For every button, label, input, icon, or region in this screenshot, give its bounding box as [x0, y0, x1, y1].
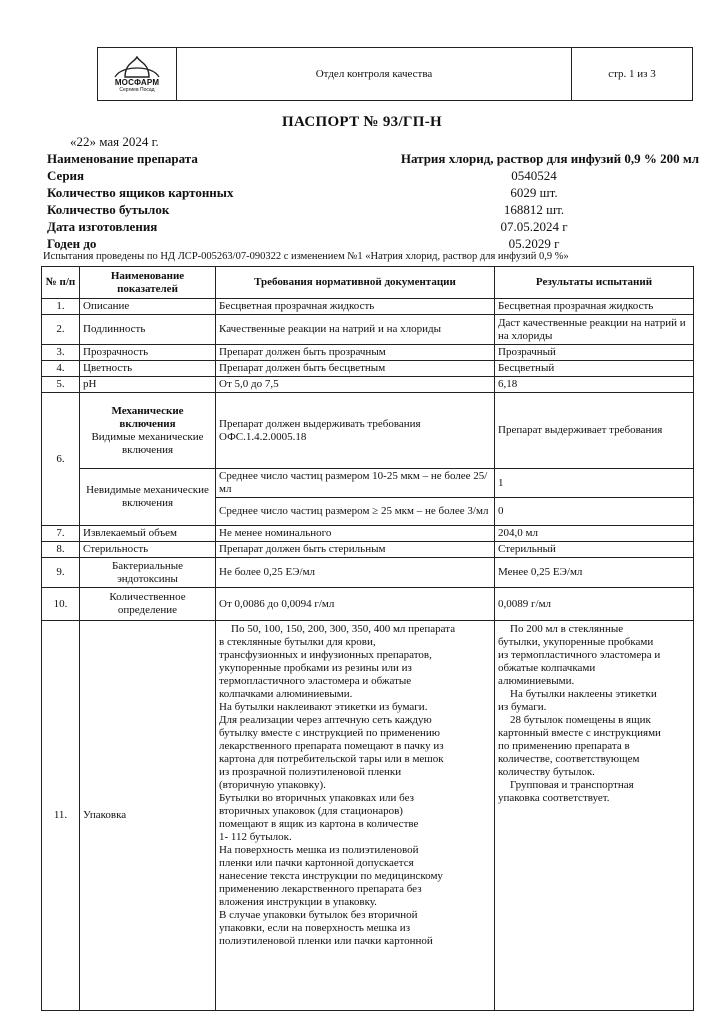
document-title: ПАСПОРТ № 93/ГП-Н	[282, 114, 442, 130]
row-number: 9.	[42, 558, 80, 588]
result: Бесцветная прозрачная жидкость	[495, 299, 694, 315]
requirement: Среднее число частиц размером ≥ 25 мкм – не более 3/мл	[216, 498, 495, 526]
info-row	[47, 184, 697, 201]
packaging-result-line: обжатые колпачками	[498, 662, 596, 674]
packaging-requirement-line: 1- 112 бутылок.	[219, 831, 292, 843]
row-number: 1.	[42, 299, 80, 315]
packaging-result-line: По 200 мл в стеклянные	[510, 623, 624, 635]
table-row	[42, 393, 694, 469]
row-number: 7.	[42, 526, 80, 542]
requirement: Препарат должен выдерживать требования ОФС.1.4.2.0005.18	[216, 393, 495, 469]
indicator-name: Цветность	[80, 361, 216, 377]
indicator-subname: Невидимые механические включения	[80, 469, 216, 526]
requirement: Качественные реакции на натрий и на хлориды	[216, 315, 495, 345]
packaging-result-line: по применению препарата в	[498, 740, 630, 752]
info-label: Количество ящиков картонных	[47, 185, 234, 200]
table-row	[42, 469, 694, 498]
results-table	[41, 266, 694, 1011]
row-number: 4.	[42, 361, 80, 377]
table-row	[42, 377, 694, 393]
packaging-requirement-line: На бутылки наклеивают этикетки из бумаги.	[219, 701, 428, 713]
table-row	[42, 588, 694, 621]
packaging-requirement-line: трансфузионных и инфузионных препаратов,	[219, 649, 432, 661]
table-row	[42, 542, 694, 558]
packaging-requirement-line: На поверхность мешка из полиэтиленовой	[219, 844, 419, 856]
packaging-requirement-line: пленки или пачки картонной допускается	[219, 857, 414, 869]
indicator-name	[80, 393, 216, 469]
indicator-name: Извлекаемый объем	[80, 526, 216, 542]
packaging-requirement-line: полиэтиленовой пленки или пачки картонной	[219, 935, 433, 947]
packaging-requirement-line: картона для потребительской тары или в мешок	[219, 753, 444, 765]
packaging-requirement-line: помещают в ящик из картона в количестве	[219, 818, 419, 830]
row-number: 11.	[42, 621, 80, 1011]
packaging-requirement-line: вложения инструкции в упаковку.	[219, 896, 377, 908]
packaging-result-line: 28 бутылок помещены в ящик	[510, 714, 651, 726]
packaging-result-line: количестве, соответствующем	[498, 753, 640, 765]
company-logo	[98, 56, 176, 93]
indicator-name: Подлинность	[80, 315, 216, 345]
column-header: Требования нормативной документации	[216, 267, 495, 299]
packaging-requirement-line: применению лекарственного препарата без	[219, 883, 422, 895]
info-value: 168812 шт.	[503, 202, 565, 217]
packaging-result-line: картонный вместе с инструкциями	[498, 727, 661, 739]
info-value: 07.05.2024 г	[500, 219, 568, 234]
table-row	[42, 621, 694, 1011]
packaging-requirement-line: Для реализации через аптечную сеть каждую	[219, 714, 432, 726]
result: Прозрачный	[495, 345, 694, 361]
requirement: Бесцветная прозрачная жидкость	[216, 299, 495, 315]
packaging-result-line: из бумаги.	[498, 701, 547, 713]
indicator-name: Бактериальные эндотоксины	[80, 558, 216, 588]
requirement: Не более 0,25 ЕЭ/мл	[216, 558, 495, 588]
packaging-requirement-line: лекарственного препарата помещают в пачку из	[219, 740, 444, 752]
row-number: 6.	[42, 393, 80, 526]
requirement: От 5,0 до 7,5	[216, 377, 495, 393]
result: 6,18	[495, 377, 694, 393]
info-value: 0540524	[511, 168, 557, 183]
indicator-subname: Видимые механические включения	[91, 430, 204, 456]
table-header-row	[42, 267, 694, 299]
requirement: От 0,0086 до 0,0094 г/мл	[216, 588, 495, 621]
packaging-requirement-line: нанесение текста инструкции по медицинскому	[219, 870, 443, 882]
packaging-result-line: упаковка соответствует.	[498, 792, 610, 804]
column-header: № п/п	[42, 267, 80, 299]
row-number: 3.	[42, 345, 80, 361]
page-header	[97, 47, 693, 101]
packaging-requirement-line: в стеклянные бутылки для крови,	[219, 636, 376, 648]
packaging-result-line: Групповая и транспортная	[510, 779, 634, 791]
logo-subtitle: Сергиев Посад	[119, 86, 155, 93]
packaging-requirement-line: бутылку вместе с инструкцией по применению	[219, 727, 440, 739]
result: 204,0 мл	[495, 526, 694, 542]
result: 0	[495, 498, 694, 526]
packaging-requirement-line: из прозрачной полиэтиленовой пленки	[219, 766, 402, 778]
indicator-name: Описание	[80, 299, 216, 315]
result: Стерильный	[495, 542, 694, 558]
requirement: Среднее число частиц размером 10-25 мкм – не более 25/мл	[216, 469, 495, 498]
info-label: Наименование препарата	[47, 151, 198, 166]
logo-name: МОСФАРМ	[114, 77, 160, 87]
info-value: Натрия хлорид, раствор для инфузий 0,9 % 200 мл	[400, 151, 699, 166]
packaging-requirement	[216, 621, 495, 1011]
packaging-requirement-line: укупоренные пробками из резины или из	[219, 662, 412, 674]
result: Даст качественные реакции на натрий и на хлориды	[495, 315, 694, 345]
indicator-group-title: Механические включения	[111, 404, 184, 430]
page-number: стр. 1 из 3	[572, 48, 693, 101]
row-number: 8.	[42, 542, 80, 558]
packaging-requirement-line: В случае упаковки бутылок без вторичной	[219, 909, 418, 921]
indicator-name: Количественное определение	[80, 588, 216, 621]
requirement: Препарат должен быть прозрачным	[216, 345, 495, 361]
document-date: «22» мая 2024 г.	[70, 134, 159, 149]
column-header: Наименование показателей	[80, 267, 216, 299]
info-label: Серия	[47, 168, 85, 183]
table-row	[42, 361, 694, 377]
product-info	[47, 150, 697, 252]
info-label: Количество бутылок	[47, 202, 170, 217]
result: 0,0089 г/мл	[495, 588, 694, 621]
indicator-name: pH	[80, 377, 216, 393]
info-row	[47, 235, 697, 252]
dome-icon	[111, 56, 163, 78]
packaging-result	[495, 621, 694, 1011]
indicator-name: Прозрачность	[80, 345, 216, 361]
info-row	[47, 167, 697, 184]
info-value: 05.2029 г	[508, 236, 560, 251]
packaging-requirement-line: (вторичную упаковку).	[219, 779, 326, 791]
requirement: Препарат должен быть стерильным	[216, 542, 495, 558]
packaging-requirement-text	[219, 623, 491, 948]
row-number: 10.	[42, 588, 80, 621]
info-label: Дата изготовления	[47, 219, 158, 234]
table-row	[42, 345, 694, 361]
packaging-requirement-line: упаковки, если на поверхность мешка из	[219, 922, 411, 934]
packaging-requirement-line: По 50, 100, 150, 200, 300, 350, 400 мл препарата	[231, 623, 456, 635]
packaging-requirement-line: колпачками алюминиевыми.	[219, 688, 353, 700]
result: Препарат выдерживает требования	[495, 393, 694, 469]
logo-cell	[98, 48, 177, 101]
indicator-name: Стерильность	[80, 542, 216, 558]
row-number: 2.	[42, 315, 80, 345]
requirement: Препарат должен быть бесцветным	[216, 361, 495, 377]
table-row	[42, 526, 694, 542]
table-row	[42, 299, 694, 315]
info-row	[47, 218, 697, 235]
table-row	[42, 315, 694, 345]
testing-note: Испытания проведены по НД ЛСР-005263/07-090322 с изменением №1 «Натрия хлорид, раствор для инфузий 0,9 %»	[43, 251, 569, 262]
packaging-requirement-line: Бутылки во вторичных упаковках или без	[219, 792, 414, 804]
row-number: 5.	[42, 377, 80, 393]
packaging-result-line: бутылки, укупоренные пробками	[498, 636, 654, 648]
column-header: Результаты испытаний	[495, 267, 694, 299]
packaging-result-line: На бутылки наклеены этикетки	[510, 688, 657, 700]
result: 1	[495, 469, 694, 498]
requirement: Не менее номинального	[216, 526, 495, 542]
info-row	[47, 150, 697, 167]
department-cell: Отдел контроля качества	[177, 48, 572, 101]
packaging-requirement-line: вторичных упаковок (для стационаров)	[219, 805, 403, 817]
packaging-result-line: количеству бутылок.	[498, 766, 595, 778]
result: Менее 0,25 ЕЭ/мл	[495, 558, 694, 588]
packaging-result-text	[498, 623, 690, 805]
info-row	[47, 201, 697, 218]
indicator-name: Упаковка	[80, 621, 216, 1011]
info-value: 6029 шт.	[510, 185, 558, 200]
result: Бесцветный	[495, 361, 694, 377]
packaging-result-line: из термопластичного эластомера и	[498, 649, 661, 661]
info-label: Годен до	[47, 236, 97, 251]
packaging-requirement-line: термопластичного эластомера и обжатые	[219, 675, 412, 687]
table-row	[42, 558, 694, 588]
packaging-result-line: алюминиевыми.	[498, 675, 575, 687]
